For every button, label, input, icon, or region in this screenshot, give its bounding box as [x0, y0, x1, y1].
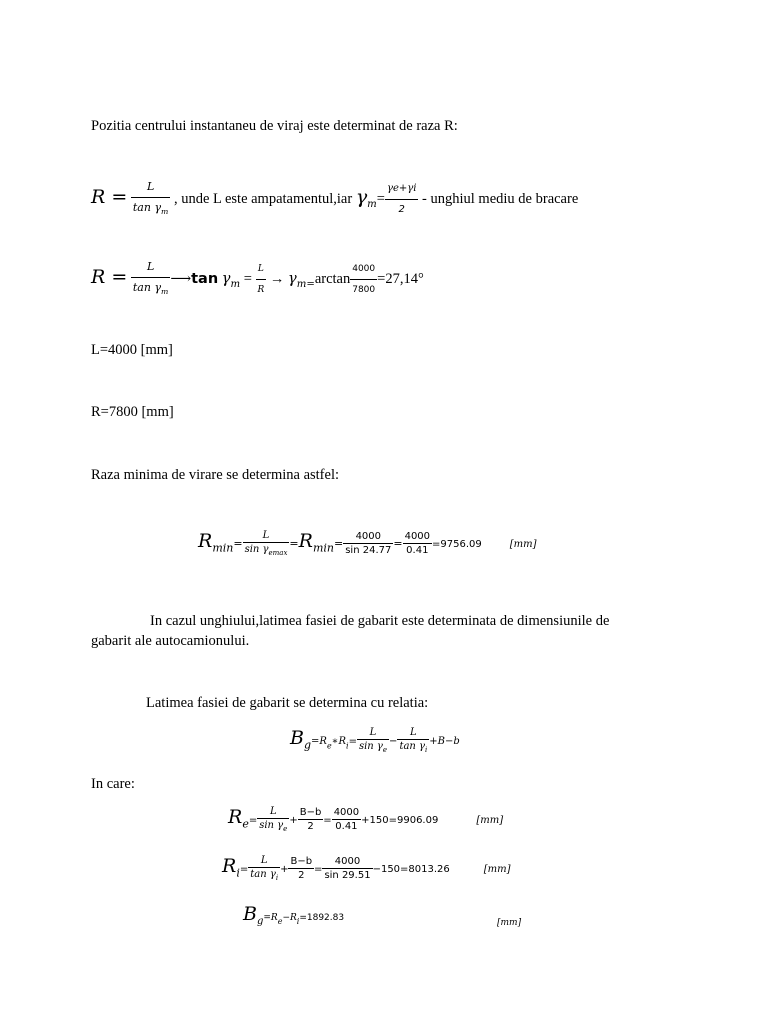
intro-text: Pozitia centrului instantaneu de viraj este determinat de raza R: — [91, 118, 458, 134]
equation-tan-gamma: R = $\frac{L}{\tan \gamma_m}$ ⟶tan $\gamma_m$ = $\frac{L}{R}$ → $\gamma_{m=}\arctan$ $\frac{4000}{7800}$ =27,14° — [91, 258, 424, 301]
r-value: R=7800 [mm] — [91, 404, 174, 420]
re-formula: $R_e=$ $\frac{L}{\sin \gamma_e}$ + $\frac{B-b}{2}$ = $\frac{4000}{0.41}$ +150=9906.09 [mm] — [228, 806, 504, 833]
re-unit: [mm] — [476, 815, 504, 827]
in-care-text: In care: — [91, 776, 135, 792]
l-value: L=4000 [mm] — [91, 342, 173, 358]
raza-minima-text: Raza minima de virare se determina astfel: — [91, 467, 340, 483]
eq2-result: =27,14° — [377, 270, 424, 287]
eq1-text-a: , unde L este ampatamentul,iar — [173, 190, 356, 207]
eq1-fraction: $\frac{L}{\tan \gamma_m}$ — [131, 178, 170, 221]
paragraph-gabarit-line1: In cazul unghiului,latimea fasiei de gabarit este determinata de dimensiunile de — [150, 613, 610, 629]
bg-result-formula: $B_g=R_e-R_i=1892.83$ — [243, 903, 345, 928]
bg-result-unit: [mm] — [497, 918, 522, 928]
ri-unit: [mm] — [483, 864, 511, 876]
bg-formula: $B_g=R_e∗R_i=$ $\frac{L}{\sin \gamma_e}$ − $\frac{L}{\tan \gamma_i}$ +B−b — [290, 727, 460, 754]
re-result: +150=9906.09 — [361, 815, 439, 827]
eq1-gamma-fraction: $\frac{\gamma e+\gamma i}{2}$ — [385, 180, 418, 219]
rmin-formula: $R_{min}=$ $\frac{L}{\sin \gamma_{emax}}$ $=R_{min}=$ $\frac{4000}{\sin 24.77}$ = $\frac{4000}{0.41}$ =9756.09 [mm] — [198, 530, 537, 557]
bg-result-value: =1892.83 — [299, 913, 345, 923]
eq1-lhs: R = — [91, 185, 128, 208]
ri-formula: $R_i=$ $\frac{L}{\tan \gamma_i}$ + $\frac{B-b}{2}$ = $\frac{4000}{\sin 29.51}$ −150=8013.26 [mm] — [222, 855, 511, 882]
latimea-text: Latimea fasiei de gabarit se determina cu relatia: — [146, 695, 429, 711]
ri-result: −150=8013.26 — [372, 864, 450, 876]
paragraph-gabarit-line2: gabarit ale autocamionului. — [91, 633, 250, 649]
eq1-text-b: - unghiul mediu de bracare — [418, 190, 579, 207]
eq2-arctan-fraction: $\frac{4000}{7800}$ — [350, 260, 377, 299]
eq2-lhs: R = — [91, 265, 128, 288]
rmin-unit: [mm] — [509, 539, 537, 551]
equation-radius-definition: R = $\frac{L}{\tan \gamma_m}$ , unde L este ampatamentul,iar $\gamma_m=$ $\frac{\gamma e+\gamma i}{2}$ - unghiul mediu de bracare — [91, 178, 578, 221]
rmin-result: =9756.09 — [432, 539, 482, 551]
eq2-l-over-r: $\frac{L}{R}$ — [256, 260, 267, 299]
eq2-fraction: $\frac{L}{\tan \gamma_m}$ — [131, 258, 170, 301]
eq1-gamma: γ — [355, 185, 368, 208]
